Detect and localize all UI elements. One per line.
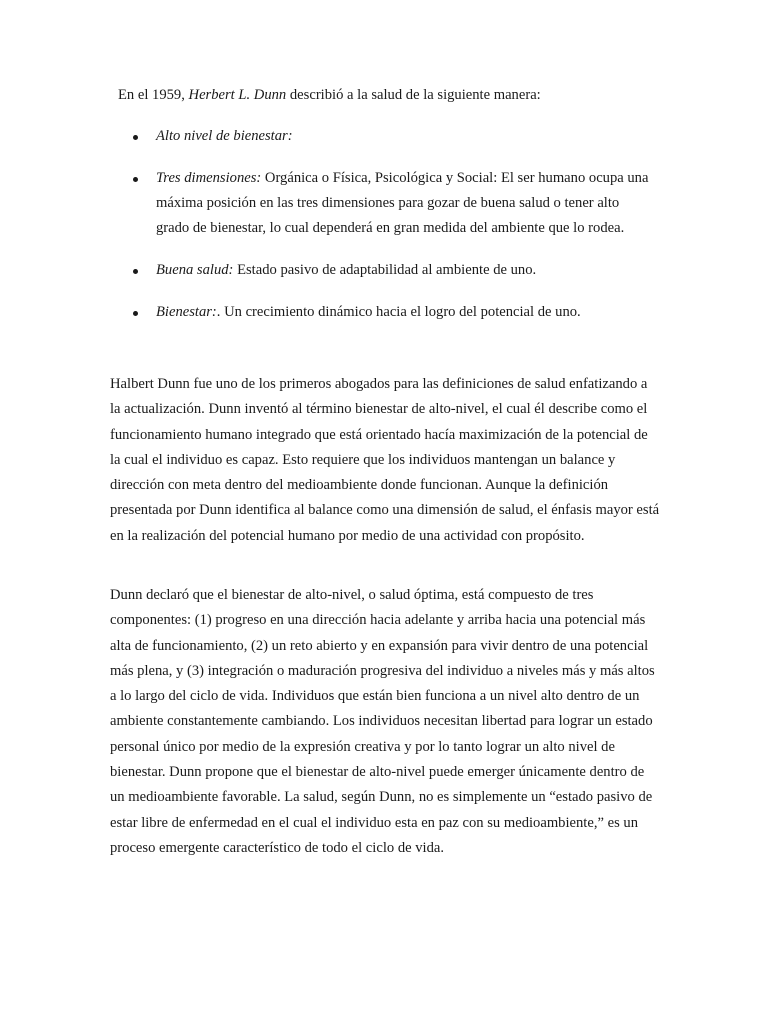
list-item xyxy=(0,124,656,149)
bullet-separator: : xyxy=(287,128,293,144)
bullet-icon xyxy=(133,177,138,182)
intro-suffix: describió a la salud de la siguiente manera: xyxy=(286,87,541,103)
list-item xyxy=(0,258,656,283)
list-item xyxy=(0,300,656,325)
paragraph-dunn-components: Dunn declaró que el bienestar de alto-nivel, o salud óptima, está compuesto de tres componentes: (1) progreso en una dirección hacia adelante y arriba hacia una potencial más alta de funcionamiento, (2) un reto abierto y en expansión para vivir dentro de una potencial más plena, y (3) integración o maduración progresiva del individuo a niveles más y más altos a lo largo del ciclo de vida. Individuos que están bien funciona a un nivel alto dentro de un ambiente constantemente cambiando. Los individuos necesitan libertad para lograr un estado personal único por medio de la expresión creativa y por lo tanto lograr un alto nivel de bienestar. Dunn propone que el bienestar de alto-nivel puede emerger únicamente dentro de un medioambiente favorable. La salud, según Dunn, no es simplemente un “estado pasivo de estar libre de enfermedad en el cual el individuo esta en paz con su medioambiente,” es un proceso emergente característico de todo el ciclo de vida. xyxy=(110,587,655,856)
bullet-text: Un crecimiento dinámico hacia el logro del potencial de uno. xyxy=(224,304,581,320)
paragraph-dunn-actualization: Halbert Dunn fue uno de los primeros abogados para las definiciones de salud enfatizando a la actualización. Dunn inventó al término bienestar de alto-nivel, el cual él describe como el funcionamiento humano integrado que está orientado hacía maximización de la potencial de la cual el individuo es capaz. Esto requiere que los individuos mantengan un balance y dirección con meta dentro del medioambiente donde funcionan. Aunque la definición presentada por Dunn identifica al balance como una dimensión de salud, el énfasis mayor está en la realización del potencial humano por medio de una actividad con propósito. xyxy=(110,376,660,544)
definition-list xyxy=(0,118,768,325)
list-item xyxy=(0,166,656,241)
bullet-icon xyxy=(133,269,138,274)
bullet-term: Buena salud: xyxy=(156,262,234,278)
bullet-text: Orgánica o Física, Psicológica y Social: El ser humano ocupa una máxima posición en las tres dimensiones para gozar de buena salud o tener alto grado de bienestar, lo cual dependerá en gran medida del ambiente que lo rodea. xyxy=(156,170,649,236)
bullet-text: Estado pasivo de adaptabilidad al ambiente de uno. xyxy=(237,262,537,278)
bullet-term: Bienestar: xyxy=(156,304,217,320)
bullet-term: Tres dimensiones: xyxy=(156,170,262,186)
bullet-term: Alto nivel de bienestar xyxy=(156,128,288,144)
bullet-icon xyxy=(133,311,138,316)
intro-line xyxy=(118,85,678,105)
intro-author: Herbert L. Dunn xyxy=(188,87,287,103)
intro-prefix: En el 1959, xyxy=(118,87,189,103)
bullet-separator: . xyxy=(216,304,225,320)
bullet-icon xyxy=(133,135,138,140)
